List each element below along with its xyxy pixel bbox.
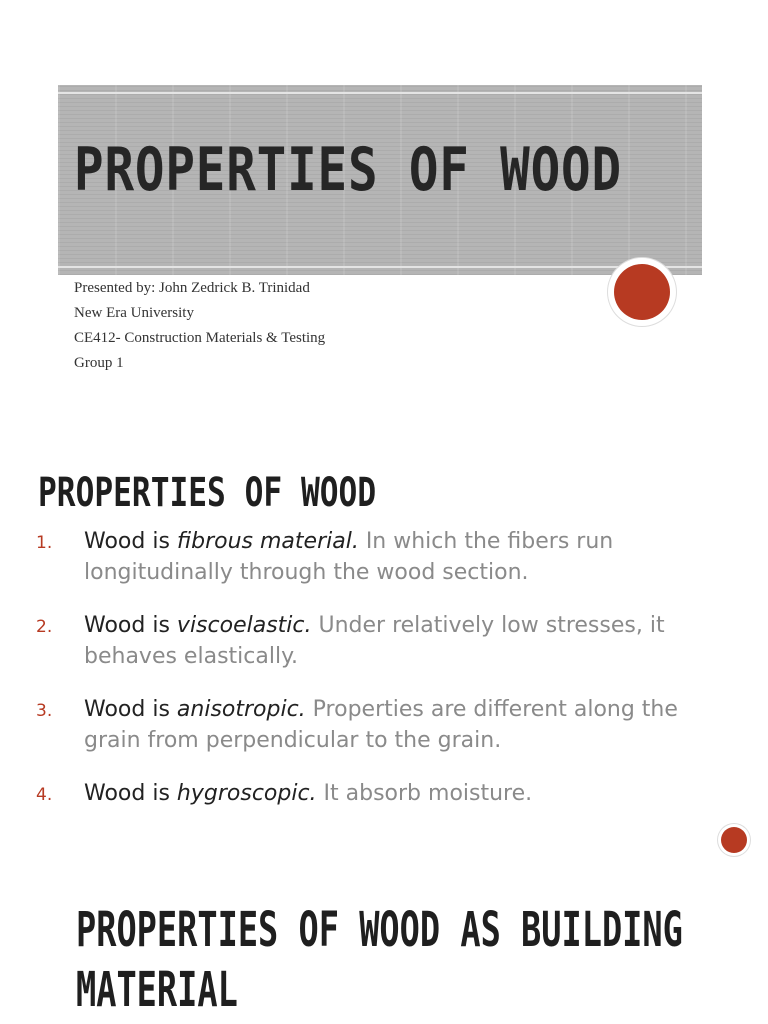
title-banner (58, 85, 702, 275)
properties-list (36, 526, 736, 831)
presenter-info (74, 276, 325, 376)
item-description: Under relatively low stresses, it behaves elastically. (84, 613, 665, 669)
list-number: 4. (36, 785, 53, 805)
item-lead: Wood is (84, 529, 177, 554)
list-item (36, 694, 736, 756)
banner-top-line (58, 92, 702, 94)
properties-slide (0, 430, 768, 870)
red-circle-decoration (718, 824, 750, 856)
item-description: Properties are different along the grain from perpendicular to the grain. (84, 697, 678, 753)
item-term: fibrous material. (176, 529, 359, 554)
slide-title: PROPERTIES OF WOOD AS BUILDING MATERIAL (76, 902, 683, 1018)
item-description: It absorb moisture. (316, 781, 533, 806)
banner-bottom-line (58, 266, 702, 268)
item-term: anisotropic. (176, 697, 306, 722)
list-number: 2. (36, 617, 53, 637)
item-description: In which the fibers run longitudinally through the wood section. (84, 529, 614, 585)
group-line: Group 1 (74, 355, 124, 371)
title-slide (0, 0, 768, 400)
slide-title: PROPERTIES OF WOOD (74, 135, 622, 205)
item-term: viscoelastic. (176, 613, 312, 638)
building-material-slide (0, 880, 768, 1024)
list-number: 3. (36, 701, 53, 721)
item-lead: Wood is (84, 697, 177, 722)
university-line: New Era University (74, 305, 194, 321)
list-item (36, 778, 736, 809)
presenter-line: Presented by: John Zedrick B. Trinidad (74, 280, 310, 296)
course-line: CE412- Construction Materials & Testing (74, 330, 326, 346)
item-lead: Wood is (84, 781, 177, 806)
slide-title: PROPERTIES OF WOOD (38, 470, 377, 516)
item-term: hygroscopic. (176, 781, 317, 806)
list-number: 1. (36, 533, 53, 553)
list-item (36, 610, 736, 672)
list-item (36, 526, 736, 588)
red-circle-decoration (608, 258, 676, 326)
item-lead: Wood is (84, 613, 177, 638)
